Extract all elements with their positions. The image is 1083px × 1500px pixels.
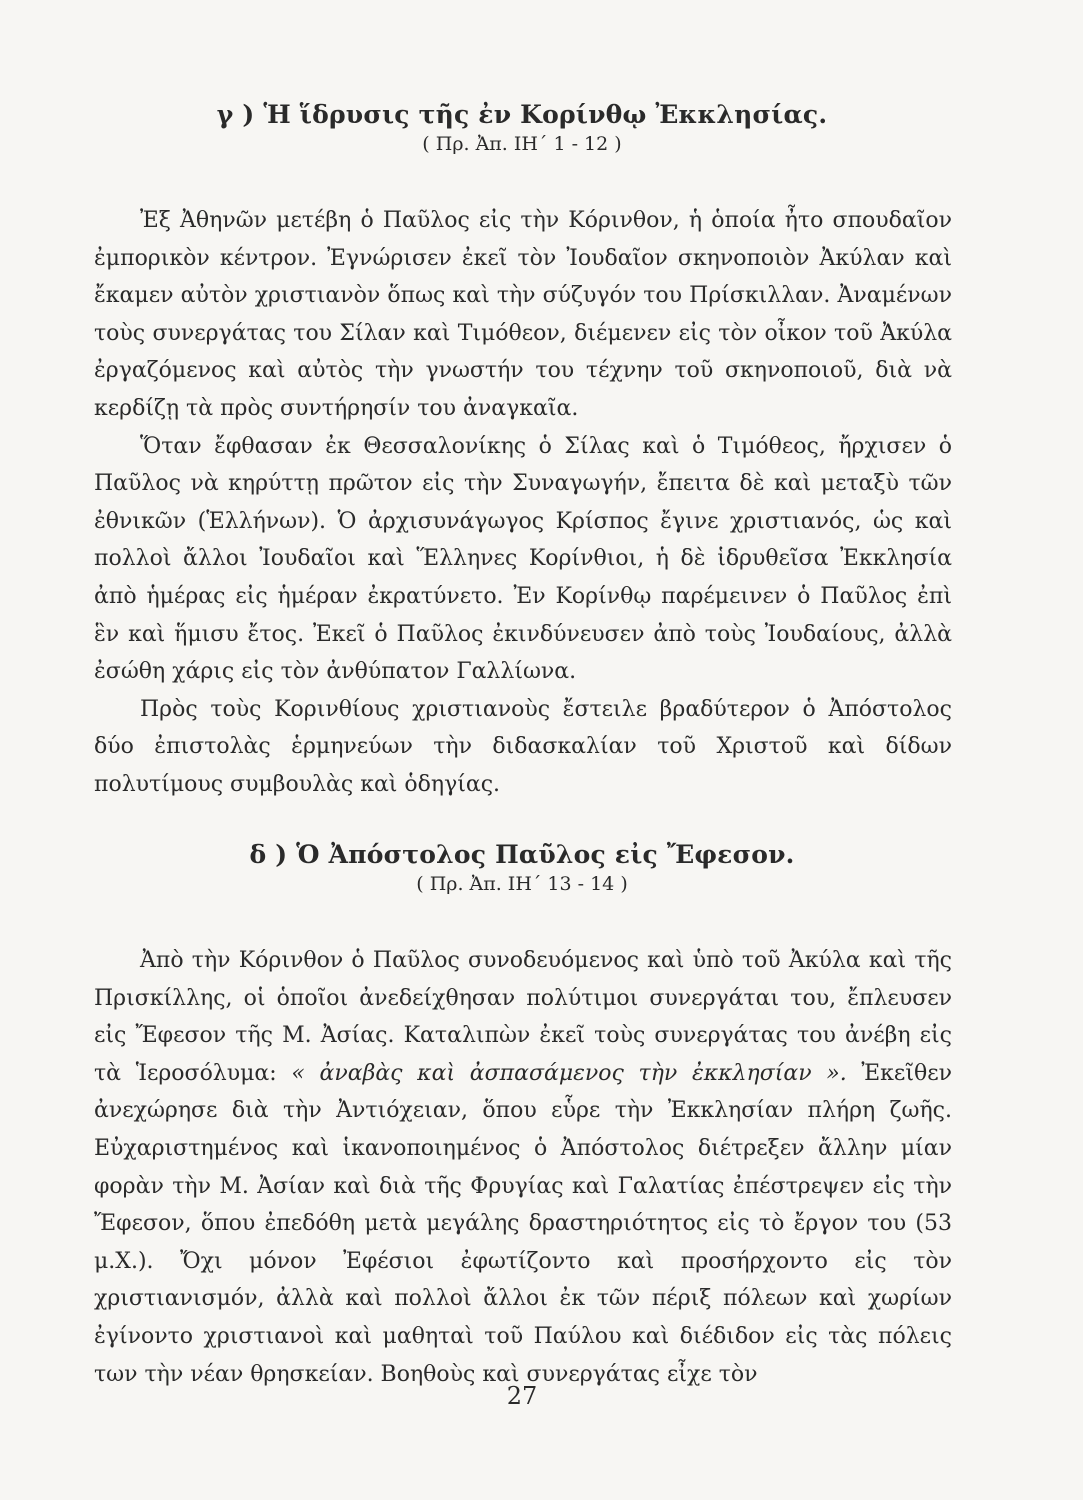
quotation: « ἀναβὰς καὶ ἀσπασάμενος τὴν ἐκκλησίαν ». (291, 1060, 847, 1086)
section-heading: γ ) Ἡ ἵδρυσις τῆς ἐν Κορίνθῳ Ἐκκλησίας. (216, 100, 828, 129)
paragraph-text: Ἐκεῖθεν ἀνεχώρησε διὰ τὴν Ἀντιόχειαν, ὅπου εὗρε τὴν Ἐκκλησίαν πλήρη ζωῆς. Εὐχαριστημένος καὶ ἱκανοποιημένος ὁ Ἀπόστολος διέτρεξεν ἄλλην μίαν φορὰν τὴν Μ. Ἀσίαν καὶ διὰ τῆς Φρυγίας καὶ Γαλατίας ἐπέστρεψεν εἰς τὴν Ἔφεσον, ὅπου ἐπεδόθη μετὰ μεγάλης δραστηριότητος εἰς τὸ ἔργον του (53 μ.Χ.). Ὄχι μόνον Ἐφέσιοι ἐφωτίζοντο καὶ προσήρχοντο εἰς τὸν χριστιανισμόν, ἀλλὰ καὶ πολλοὶ ἄλλοι ἐκ τῶν πέριξ πόλεων καὶ χωρίων ἐγίνοντο χριστιανοὶ καὶ μαθηταὶ τοῦ Παύλου καὶ διέδιδον εἰς τὰς πόλεις των τὴν νέαν θρησκείαν. Βοηθοὺς καὶ συνεργάτας εἶχε τὸν (94, 1060, 952, 1387)
page-number: 27 (506, 1382, 538, 1410)
paragraph: Ἐξ Ἀθηνῶν μετέβη ὁ Παῦλος εἰς τὴν Κόρινθον, ἡ ὁποία ἦτο σπουδαῖον ἐμπορικὸν κέντρον. Ἐγνώρισεν ἐκεῖ τὸν Ἰουδαῖον σκηνοποιὸν Ἀκύλαν καὶ ἔκαμεν αὐτὸν χριστιανὸν ὅπως καὶ τὴν σύζυγόν του Πρίσκιλλαν. Ἀναμένων τοὺς συνεργάτας του Σίλαν καὶ Τιμόθεον, διέμενεν εἰς τὸν οἶκον τοῦ Ἀκύλα ἐργαζόμενος καὶ αὐτὸς τὴν γνωστήν του τέχνην τοῦ σκηνοποιοῦ, διὰ νὰ κερδίζῃ τὰ πρὸς συντήρησίν του ἀναγκαῖα. (94, 208, 952, 421)
section-corinth (92, 100, 952, 167)
section-corinth-body (92, 202, 952, 804)
paragraph-text: Ἀπὸ τὴν Κόρινθον ὁ Παῦλος συνοδευόμενος καὶ ὑπὸ τοῦ Ἀκύλα καὶ τῆς Πρισκίλλης, οἱ ὁποῖοι ἀνεδείχθησαν πολύτιμοι συνεργάται του, ἔπλευσεν εἰς Ἔφεσον τῆς Μ. Ἀσίας. Καταλιπὼν ἐκεῖ τοὺς συνεργάτας του ἀνέβη εἰς τὰ Ἱεροσόλυμα: (94, 948, 952, 1086)
book-page (92, 92, 952, 1452)
paragraph (92, 942, 952, 1393)
section-heading: δ ) Ὁ Ἀπόστολος Παῦλος εἰς Ἔφεσον. (249, 840, 795, 869)
paragraph: Ὅταν ἔφθασαν ἐκ Θεσσαλονίκης ὁ Σίλας καὶ ὁ Τιμόθεος, ἤρχισεν ὁ Παῦλος νὰ κηρύττῃ πρῶτον εἰς τὴν Συναγωγήν, ἔπειτα δὲ καὶ μεταξὺ τῶν ἐθνικῶν (Ἑλλήνων). Ὁ ἀρχισυνάγωγος Κρίσπος ἔγινε χριστιανός, ὡς καὶ πολλοὶ ἄλλοι Ἰουδαῖοι καὶ Ἕλληνες Κορίνθιοι, ἡ δὲ ἱδρυθεῖσα Ἐκκλησία ἀπὸ ἡμέρας εἰς ἡμέραν ἐκρατύνετο. Ἐν Κορίνθῳ παρέμεινεν ὁ Παῦλος ἐπὶ ἓν καὶ ἥμισυ ἔτος. Ἐκεῖ ὁ Παῦλος ἐκινδύνευσεν ἀπὸ τοὺς Ἰουδαίους, ἀλλὰ ἐσώθη χάρις εἰς τὸν ἀνθύπατον Γαλλίωνα. (94, 433, 952, 685)
section-ephesus-body (92, 942, 952, 1393)
scripture-reference: ( Πρ. Ἀπ. ΙΗ΄ 1 - 12 ) (422, 133, 622, 155)
section-ephesus (92, 840, 952, 907)
paragraph: Πρὸς τοὺς Κορινθίους χριστιανοὺς ἔστειλε βραδύτερον ὁ Ἀπόστολος δύο ἐπιστολὰς ἑρμηνεύων τὴν διδασκαλίαν τοῦ Χριστοῦ καὶ δίδων πολυτίμους συμβουλὰς καὶ ὁδηγίας. (94, 696, 952, 797)
scripture-reference: ( Πρ. Ἀπ. ΙΗ΄ 13 - 14 ) (416, 873, 628, 895)
